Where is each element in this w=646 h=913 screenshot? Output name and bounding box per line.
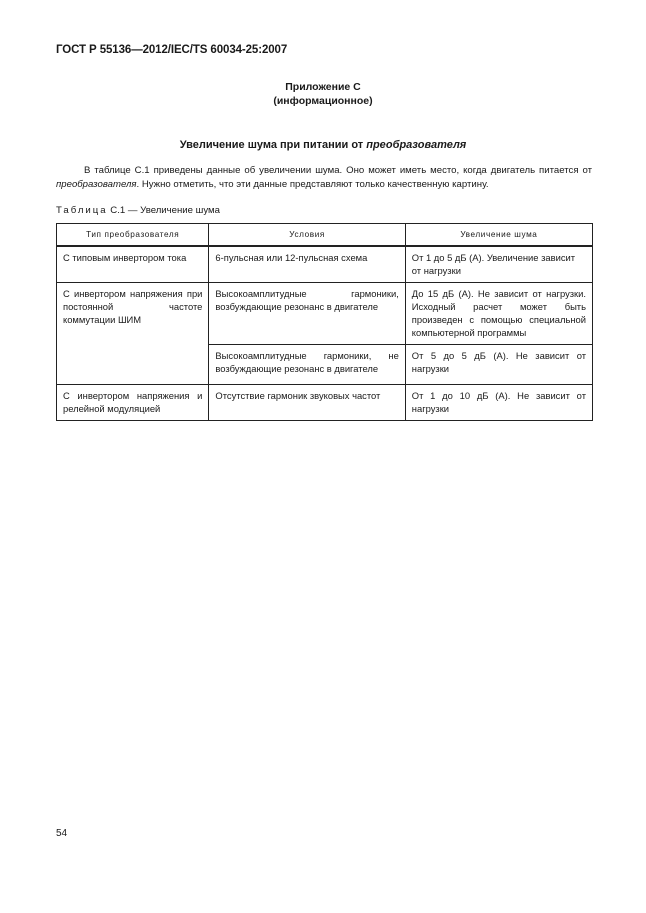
header-noise-increase: Увеличение шума [405,224,592,247]
cell-type: С инвертором напряжения при постоянной частоте коммутации ШИМ [57,283,209,385]
page-number: 54 [56,828,68,839]
table-caption-prefix: Таблица [56,205,108,216]
cell-noise: От 1 до 5 дБ (А). Увеличение зависит от нагрузки [405,246,592,283]
cell-condition: 6-пульсная или 12-пульсная схема [209,246,405,283]
header-conditions: Условия [209,224,405,247]
paragraph-text-end: . Нужно отметить, что эти данные представляют только качественную картину. [136,179,489,190]
table-row [57,385,593,421]
section-title-plain: Увеличение шума при питании от [179,139,367,151]
cell-condition: Высокоамплитудные гармоники, не возбуждающие резонанс в двигателе [209,345,405,385]
cell-noise: От 1 до 10 дБ (А). Не зависит от нагрузки [405,385,592,421]
table-row [57,283,593,345]
header-converter-type: Тип преобразователя [57,224,209,247]
appendix-title: Приложение С [285,81,361,93]
table-caption [56,205,220,216]
cell-noise: До 15 дБ (А). Не зависит от нагрузки. Исходный расчет может быть произведен с помощью специальной компьютерной программы [405,283,592,345]
standard-header: ГОСТ Р 55136—2012/IEC/TS 60034-25:2007 [56,44,288,56]
appendix-heading [0,80,646,108]
noise-table [56,223,593,421]
table-header-row [57,224,593,247]
table-caption-rest: С.1 — Увеличение шума [107,205,220,216]
cell-type: С типовым инвертором тока [57,246,209,283]
cell-type: С инвертором напряжения и релейной модуляцией [57,385,209,421]
intro-paragraph [56,164,592,192]
paragraph-italic: преобразователя [56,179,137,190]
section-title-italic: преобразователя [366,139,467,151]
cell-noise: От 5 до 5 дБ (А). Не зависит от нагрузки [405,345,592,385]
table-row [57,246,593,283]
cell-condition: Высокоамплитудные гармоники, возбуждающие резонанс в двигателе [209,283,405,345]
appendix-subtitle: (информационное) [273,95,373,107]
section-title [0,139,646,151]
cell-condition: Отсутствие гармоник звуковых частот [209,385,405,421]
paragraph-text: В таблице С.1 приведены данные об увеличении шума. Оно может иметь место, когда двигатель питается от [84,165,592,176]
